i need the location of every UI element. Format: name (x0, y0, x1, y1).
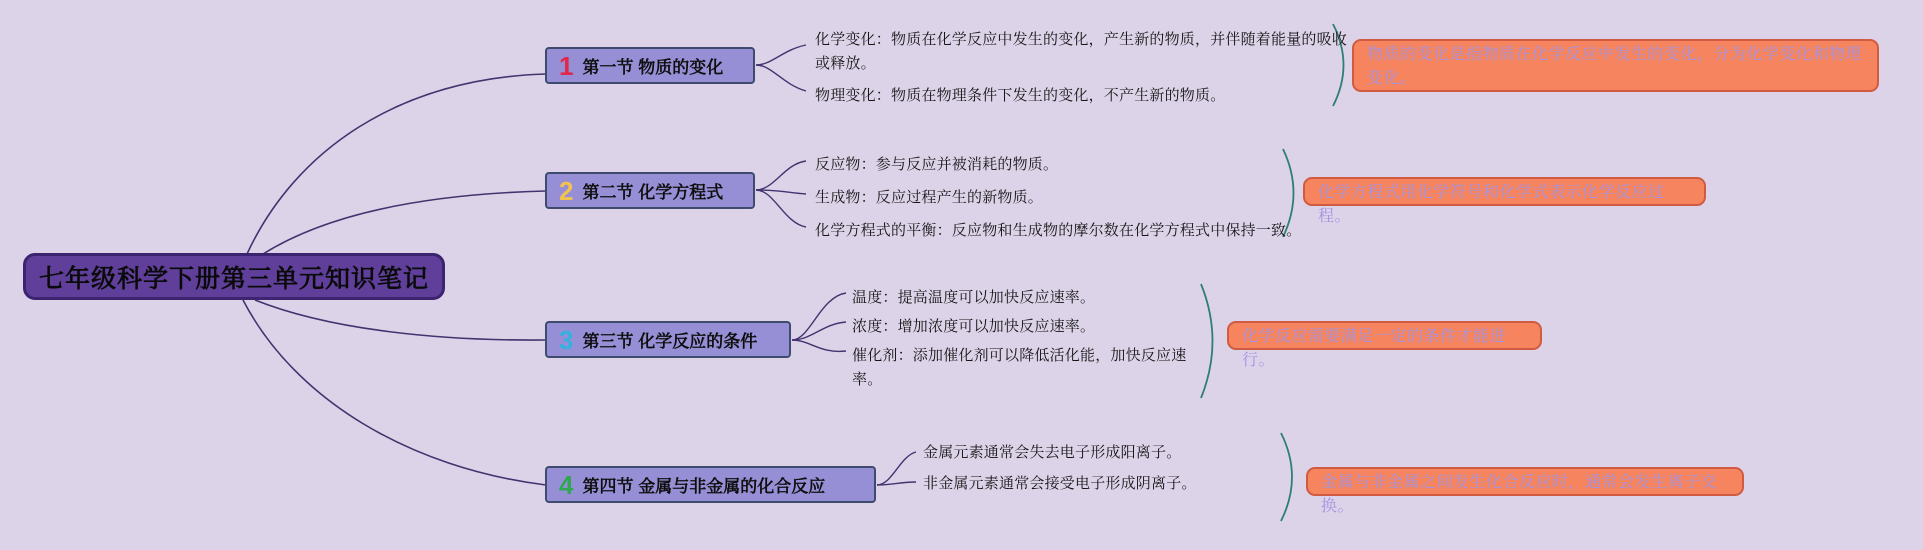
branch-2-child-3[interactable]: 化学方程式的平衡：反应物和生成物的摩尔数在化学方程式中保持一致。 (815, 222, 1302, 239)
branch-4-number: 4 (559, 469, 574, 500)
branch-4-label: 第四节 金属与非金属的化合反应 (582, 477, 826, 496)
branch-3-note[interactable]: 化学反应需要满足一定的条件才能进行。 (1227, 321, 1542, 350)
link-branch2-child2 (756, 190, 806, 194)
root-node-label: 七年级科学下册第三单元知识笔记 (38, 264, 429, 293)
link-branch3-child3 (792, 340, 846, 351)
branch-node-2[interactable] (545, 172, 755, 209)
link-branch3-child2 (792, 322, 846, 340)
branch-2-child-1[interactable]: 反应物：参与反应并被消耗的物质。 (815, 156, 1059, 173)
root-node[interactable] (23, 253, 445, 300)
branch-node-4[interactable] (545, 466, 876, 503)
branch-1-label: 第一节 物质的变化 (582, 58, 724, 77)
link-branch2-child1 (756, 161, 806, 190)
link-branch4-child2 (877, 482, 916, 485)
branch-1-number: 1 (559, 50, 574, 81)
link-root-branch3 (255, 300, 546, 340)
branch-3-label: 第三节 化学反应的条件 (582, 332, 758, 351)
branch-1-child-1[interactable]: 化学变化：物质在化学反应中发生的变化，产生新的物质，并伴随着能量的吸收或释放。 (815, 31, 1348, 72)
branch-2-note[interactable]: 化学方程式用化学符号和化学式表示化学反应过程。 (1303, 177, 1706, 206)
branch-3-number: 3 (559, 324, 574, 355)
link-branch3-child1 (792, 293, 846, 340)
link-branch1-child1 (756, 45, 806, 65)
link-branch2-child3 (756, 190, 806, 227)
branch-2-child-2[interactable]: 生成物：反应过程产生的新物质。 (815, 189, 1044, 206)
link-branch4-child1 (877, 452, 916, 485)
branch-1-child-2[interactable]: 物理变化：物质在物理条件下发生的变化，不产生新的物质。 (815, 87, 1226, 104)
branch-4-child-2[interactable]: 非金属元素通常会接受电子形成阴离子。 (923, 475, 1197, 492)
branch-4-note[interactable]: 金属与非金属之间发生化合反应时，通常会发生离子交换。 (1306, 467, 1744, 496)
link-root-branch2 (263, 191, 546, 254)
branch-1-note[interactable]: 物质的变化是指物质在化学反应中发生的变化，分为化学变化和物理变化。 (1352, 39, 1879, 92)
branch-4-child-1[interactable]: 金属元素通常会失去电子形成阳离子。 (923, 444, 1182, 461)
branch-2-number: 2 (559, 175, 574, 206)
link-root-branch1 (247, 74, 546, 254)
branch-3-child-3[interactable]: 催化剂：添加催化剂可以降低活化能，加快反应速率。 (852, 347, 1187, 388)
branch-node-1[interactable] (545, 47, 755, 84)
branch-node-3[interactable] (545, 321, 791, 358)
link-root-branch4 (243, 300, 546, 485)
link-branch1-child2 (756, 65, 806, 91)
branch-2-label: 第二节 化学方程式 (582, 183, 724, 202)
branch-3-child-2[interactable]: 浓度：增加浓度可以加快反应速率。 (852, 318, 1096, 335)
branch-3-child-1[interactable]: 温度：提高温度可以加快反应速率。 (852, 289, 1096, 306)
